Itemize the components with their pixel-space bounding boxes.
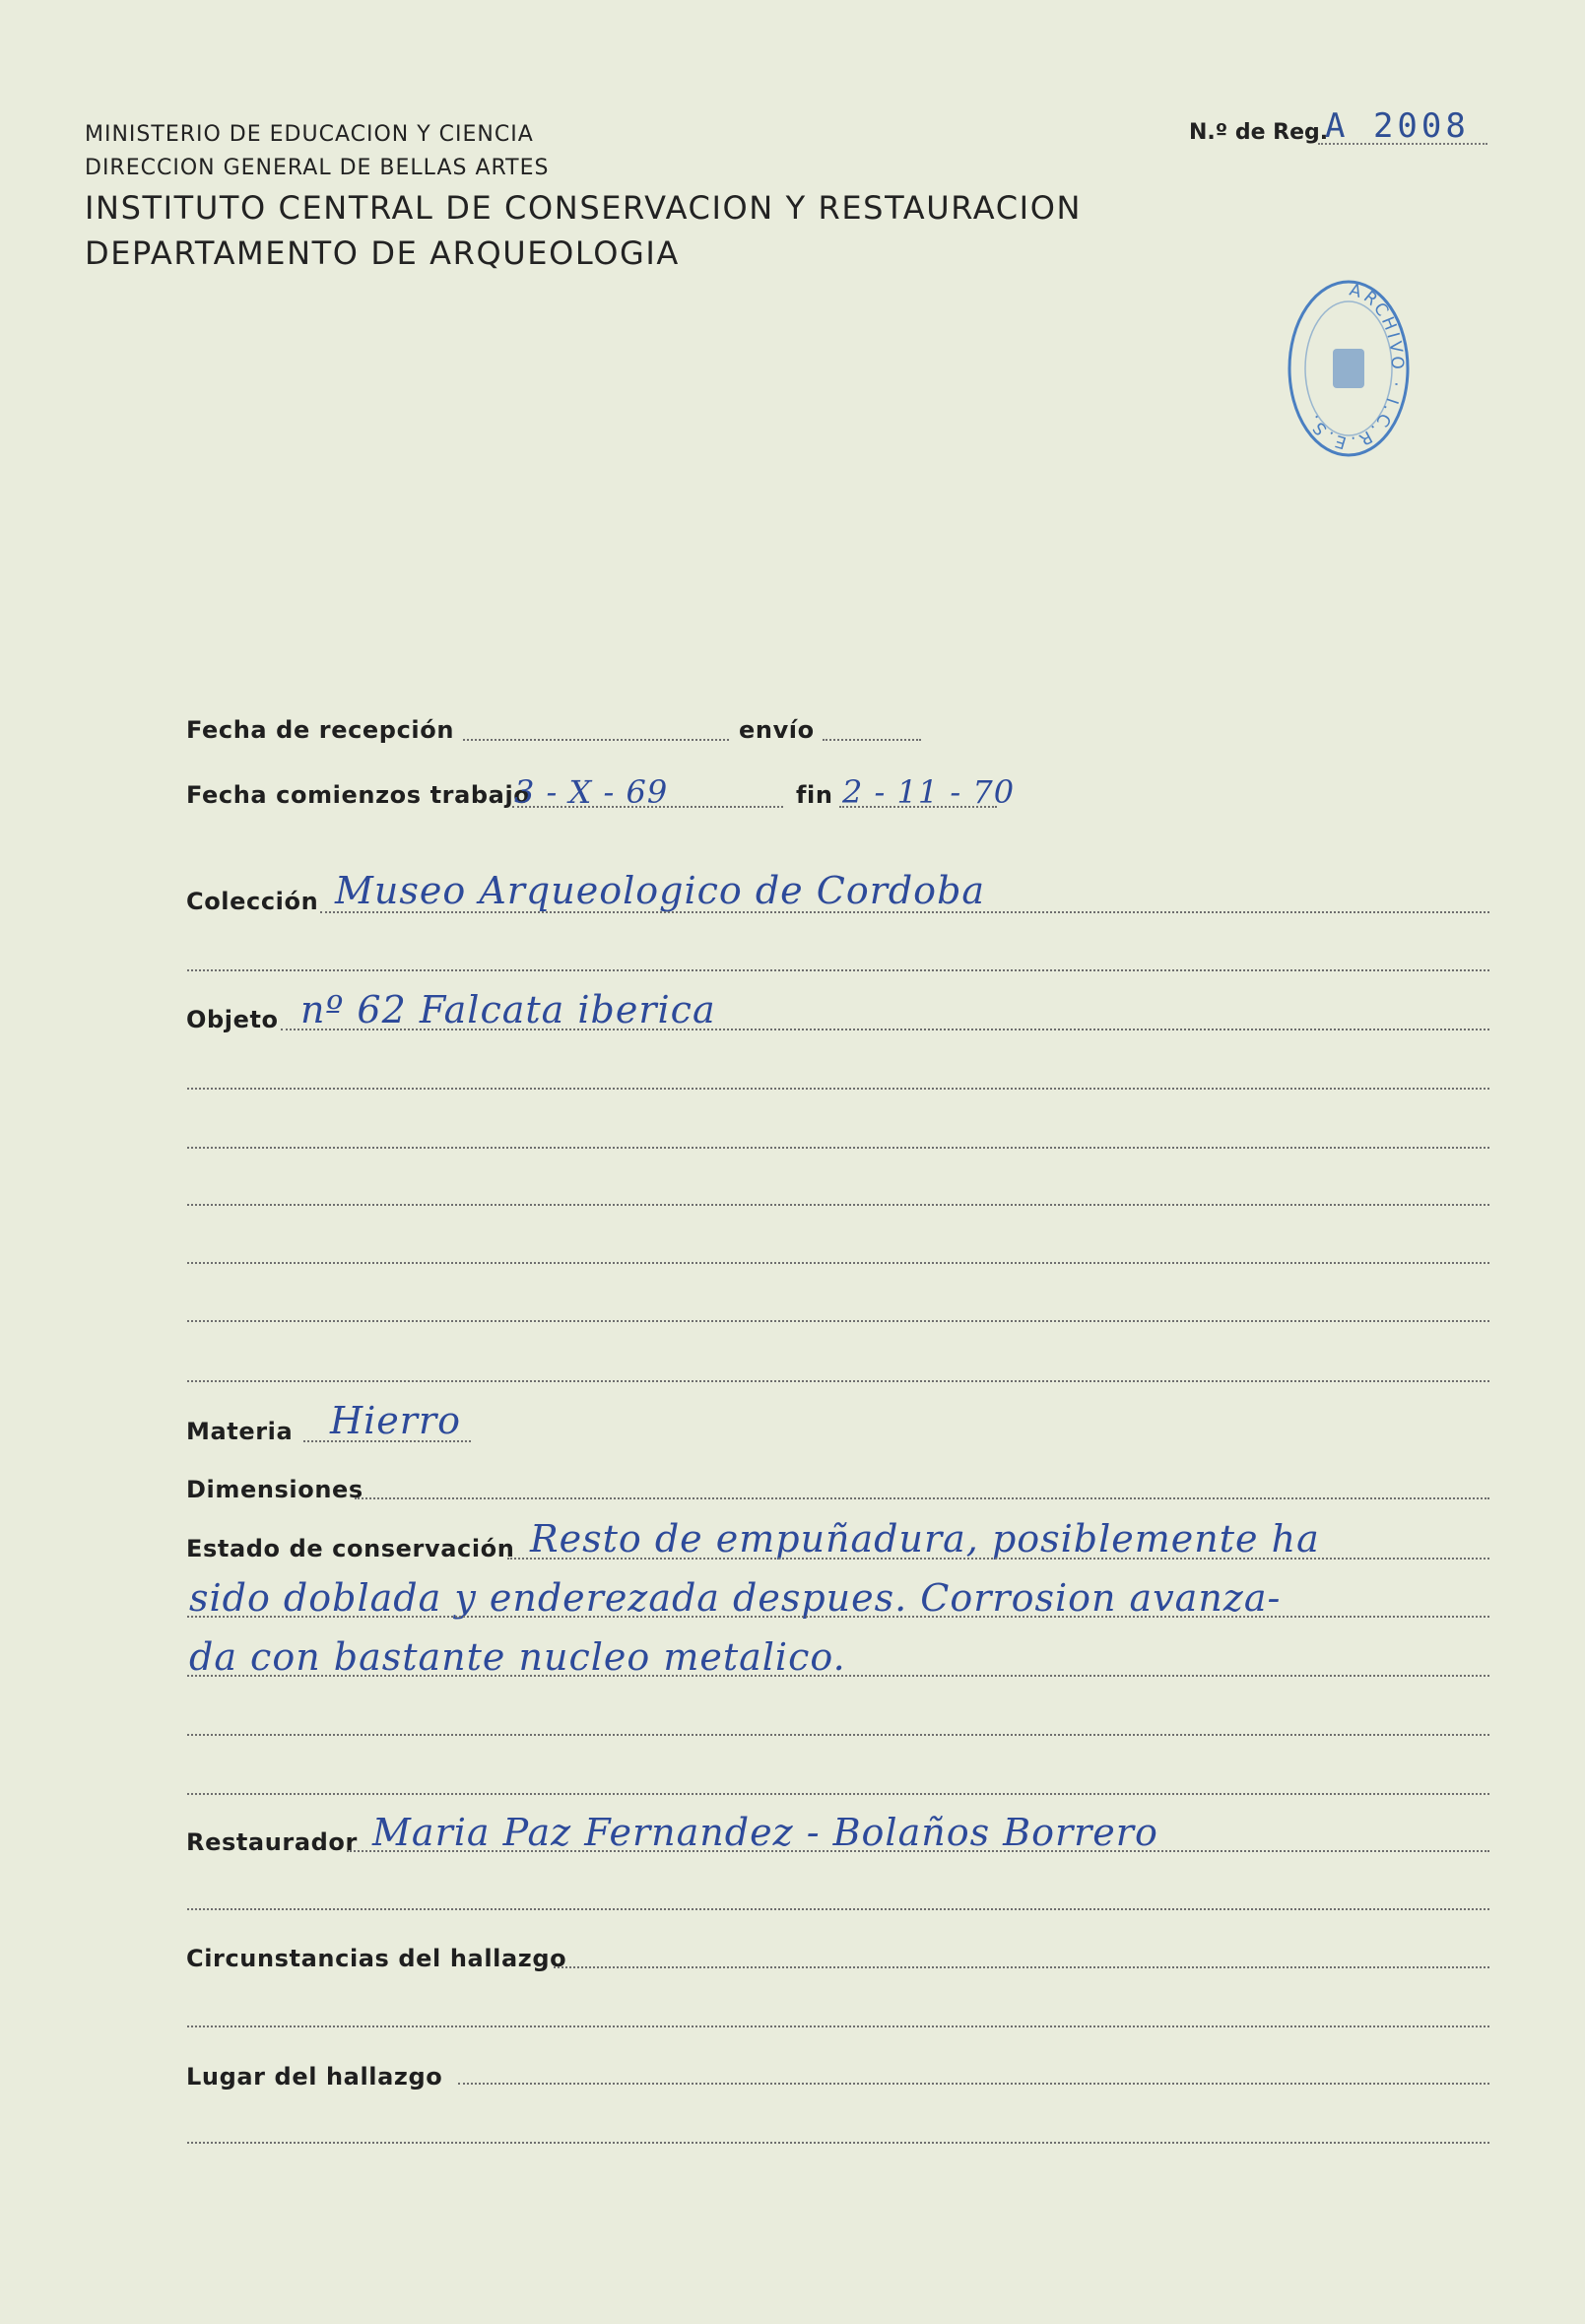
dimensions-label: Dimensiones xyxy=(186,1476,363,1503)
restorer-name: Maria Paz Fernandez - Bolaños Borrero xyxy=(372,1811,1158,1854)
registration-label: N.º de Reg. xyxy=(1189,120,1329,145)
registration-number: A 2008 xyxy=(1325,106,1470,146)
material-field[interactable] xyxy=(303,1440,471,1442)
directorate-line: DIRECCION GENERAL DE BELLAS ARTES xyxy=(85,156,550,180)
object-value: nº 62 Falcata iberica xyxy=(300,988,716,1031)
blank-line xyxy=(187,1147,1489,1149)
registration-dotted-line xyxy=(1318,143,1487,145)
blank-line xyxy=(187,1616,1489,1618)
find-circumstances-label: Circunstancias del hallazgo xyxy=(186,1945,567,1972)
find-location-label: Lugar del hallazgo xyxy=(186,2063,443,2091)
blank-line xyxy=(187,1088,1489,1090)
ministry-line: MINISTERIO DE EDUCACION Y CIENCIA xyxy=(85,122,534,147)
material-label: Materia xyxy=(186,1418,294,1445)
conservation-state-field[interactable] xyxy=(507,1558,1489,1560)
collection-value: Museo Arqueologico de Cordoba xyxy=(335,869,986,912)
blank-line xyxy=(187,1262,1489,1264)
blank-line xyxy=(187,1380,1489,1382)
end-date-value: 2 - 11 - 70 xyxy=(842,773,1016,811)
department-title: DEPARTAMENTO DE ARQUEOLOGIA xyxy=(85,234,680,272)
dimensions-field[interactable] xyxy=(355,1497,1489,1499)
find-location-field[interactable] xyxy=(458,2083,1489,2085)
blank-line xyxy=(187,2025,1489,2027)
conservation-state-line-3: da con bastante nucleo metalico. xyxy=(189,1635,846,1679)
restorer-field[interactable] xyxy=(347,1850,1489,1852)
shipping-label: envío xyxy=(739,716,815,744)
collection-label: Colección xyxy=(186,888,319,915)
reception-date-label: Fecha de recepción xyxy=(186,716,454,744)
conservation-state-line-2: sido doblada y enderezada despues. Corrosion avanza- xyxy=(189,1576,1282,1620)
restorer-label: Restaurador xyxy=(186,1828,358,1856)
institute-title: INSTITUTO CENTRAL DE CONSERVACION Y RESTAURACION xyxy=(85,189,1083,227)
blank-line xyxy=(187,1675,1489,1677)
conservation-state-line-1: Resto de empuñadura, posiblemente ha xyxy=(530,1517,1320,1560)
start-date-field[interactable] xyxy=(512,806,783,808)
end-date-label: fin xyxy=(796,781,833,809)
collection-field[interactable] xyxy=(320,911,1489,913)
blank-line xyxy=(187,1204,1489,1206)
reception-date-field[interactable] xyxy=(463,739,729,741)
blank-line xyxy=(187,1320,1489,1322)
blank-line xyxy=(187,1793,1489,1795)
blank-line xyxy=(187,1734,1489,1736)
find-circumstances-field[interactable] xyxy=(554,1966,1489,1968)
end-date-field[interactable] xyxy=(839,806,997,808)
object-field[interactable] xyxy=(281,1029,1489,1030)
start-date-label: Fecha comienzos trabajo xyxy=(186,781,531,809)
stamp-text: ARCHIVO · I.C.R.E.S. xyxy=(1301,280,1408,453)
blank-line xyxy=(187,969,1489,971)
archive-stamp xyxy=(1286,276,1412,461)
material-value: Hierro xyxy=(330,1399,461,1442)
blank-line xyxy=(187,1908,1489,1910)
object-label: Objeto xyxy=(186,1006,279,1033)
shipping-field[interactable] xyxy=(823,739,921,741)
start-date-value: 3 - X - 69 xyxy=(514,773,669,811)
conservation-state-label: Estado de conservación xyxy=(186,1535,515,1562)
blank-line xyxy=(187,2142,1489,2144)
